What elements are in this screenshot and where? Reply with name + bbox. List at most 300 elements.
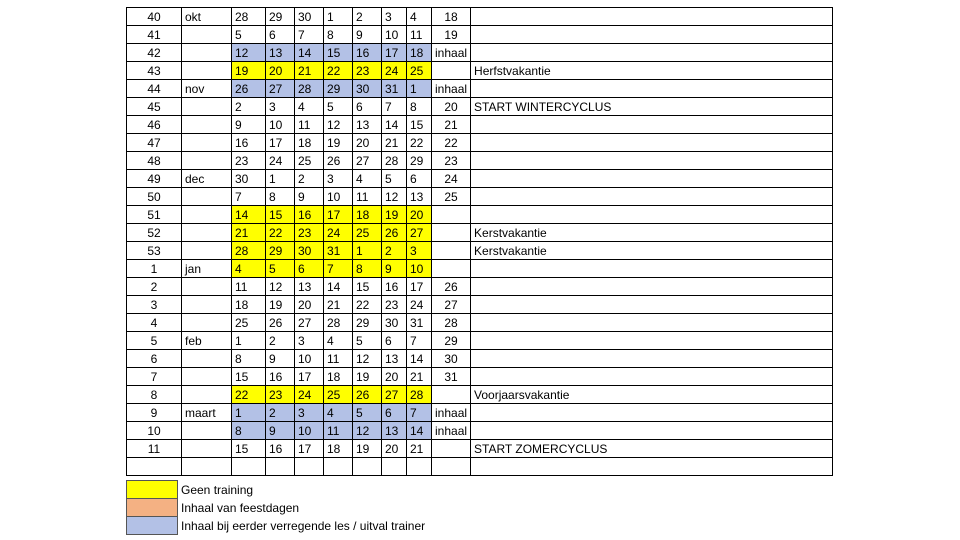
month-label	[182, 314, 232, 332]
week-row	[127, 314, 833, 332]
day-cell: 2	[266, 332, 295, 350]
week-number: 8	[127, 386, 182, 404]
legend-row	[127, 499, 429, 517]
legend-row	[127, 517, 429, 535]
day-cell	[232, 458, 266, 476]
day-cell: 20	[295, 296, 324, 314]
week-number: 1	[127, 260, 182, 278]
week-number: 48	[127, 152, 182, 170]
day-cell: 9	[295, 188, 324, 206]
day-cell: 28	[407, 386, 432, 404]
day-cell: 30	[232, 170, 266, 188]
day-cell: 6	[382, 404, 407, 422]
week-row	[127, 98, 833, 116]
day-cell: 23	[295, 224, 324, 242]
note-cell	[471, 350, 833, 368]
day-cell: 25	[324, 386, 353, 404]
day-cell: 21	[382, 134, 407, 152]
week-row	[127, 260, 833, 278]
day-cell: 17	[324, 206, 353, 224]
day-cell: 20	[407, 206, 432, 224]
day-cell: 26	[382, 224, 407, 242]
week-row	[127, 224, 833, 242]
lesson-number: 24	[432, 170, 471, 188]
day-cell: 20	[382, 440, 407, 458]
week-row	[127, 278, 833, 296]
season-calendar-table	[126, 7, 833, 476]
note-cell	[471, 458, 833, 476]
note-cell	[471, 296, 833, 314]
day-cell: 11	[232, 278, 266, 296]
day-cell: 1	[407, 80, 432, 98]
day-cell: 22	[232, 386, 266, 404]
day-cell: 11	[407, 26, 432, 44]
day-cell: 23	[382, 296, 407, 314]
day-cell: 6	[353, 98, 382, 116]
legend-swatch	[127, 481, 178, 499]
day-cell: 3	[382, 8, 407, 26]
week-row	[127, 440, 833, 458]
week-number: 10	[127, 422, 182, 440]
note-cell	[471, 188, 833, 206]
day-cell: 3	[266, 98, 295, 116]
day-cell: 25	[407, 62, 432, 80]
day-cell: 19	[266, 296, 295, 314]
day-cell: 29	[324, 80, 353, 98]
day-cell: 11	[324, 350, 353, 368]
day-cell: 3	[295, 404, 324, 422]
day-cell: 31	[382, 80, 407, 98]
week-row	[127, 368, 833, 386]
week-number: 47	[127, 134, 182, 152]
week-number: 3	[127, 296, 182, 314]
lesson-number: 29	[432, 332, 471, 350]
day-cell: 18	[295, 134, 324, 152]
day-cell: 10	[295, 422, 324, 440]
week-row	[127, 350, 833, 368]
day-cell: 12	[382, 188, 407, 206]
day-cell: 14	[407, 422, 432, 440]
week-number: 7	[127, 368, 182, 386]
lesson-number	[432, 386, 471, 404]
lesson-number: 23	[432, 152, 471, 170]
legend-body	[127, 481, 429, 535]
month-label: nov	[182, 80, 232, 98]
day-cell: 1	[232, 404, 266, 422]
month-label	[182, 440, 232, 458]
day-cell: 2	[295, 170, 324, 188]
day-cell: 22	[266, 224, 295, 242]
note-cell	[471, 44, 833, 62]
day-cell: 29	[353, 314, 382, 332]
day-cell: 4	[324, 332, 353, 350]
lesson-number: inhaal	[432, 422, 471, 440]
day-cell: 5	[353, 404, 382, 422]
day-cell: 19	[353, 368, 382, 386]
day-cell	[407, 458, 432, 476]
day-cell: 21	[232, 224, 266, 242]
legend-label: Inhaal bij eerder verregende les / uitval trainer	[181, 518, 426, 533]
day-cell: 6	[266, 26, 295, 44]
legend	[126, 480, 429, 535]
day-cell: 22	[407, 134, 432, 152]
day-cell: 28	[232, 242, 266, 260]
day-cell: 8	[232, 422, 266, 440]
note-cell	[471, 422, 833, 440]
day-cell: 31	[407, 314, 432, 332]
month-label	[182, 242, 232, 260]
month-label	[182, 134, 232, 152]
day-cell: 14	[407, 350, 432, 368]
lesson-number: 20	[432, 98, 471, 116]
note-cell	[471, 260, 833, 278]
day-cell: 19	[324, 134, 353, 152]
legend-swatch	[127, 499, 178, 517]
day-cell: 11	[295, 116, 324, 134]
day-cell: 28	[295, 80, 324, 98]
day-cell: 23	[266, 386, 295, 404]
month-label	[182, 278, 232, 296]
day-cell: 9	[232, 116, 266, 134]
day-cell: 6	[407, 170, 432, 188]
day-cell: 13	[407, 188, 432, 206]
day-cell: 4	[324, 404, 353, 422]
day-cell: 10	[295, 350, 324, 368]
day-cell: 14	[324, 278, 353, 296]
week-number: 11	[127, 440, 182, 458]
day-cell: 28	[324, 314, 353, 332]
day-cell: 20	[353, 134, 382, 152]
week-row	[127, 44, 833, 62]
note-cell	[471, 8, 833, 26]
day-cell: 26	[266, 314, 295, 332]
day-cell: 18	[324, 368, 353, 386]
day-cell	[324, 458, 353, 476]
week-number: 51	[127, 206, 182, 224]
week-row	[127, 332, 833, 350]
day-cell	[353, 458, 382, 476]
day-cell: 29	[266, 8, 295, 26]
note-cell: START ZOMERCYCLUS	[471, 440, 833, 458]
month-label	[182, 296, 232, 314]
week-number: 2	[127, 278, 182, 296]
day-cell: 11	[324, 422, 353, 440]
week-row	[127, 188, 833, 206]
week-number: 53	[127, 242, 182, 260]
lesson-number: 21	[432, 116, 471, 134]
week-row	[127, 296, 833, 314]
day-cell: 20	[266, 62, 295, 80]
week-row	[127, 26, 833, 44]
day-cell: 27	[407, 224, 432, 242]
day-cell: 1	[353, 242, 382, 260]
day-cell: 16	[295, 206, 324, 224]
note-cell	[471, 26, 833, 44]
day-cell: 9	[266, 422, 295, 440]
note-cell	[471, 368, 833, 386]
day-cell: 26	[353, 386, 382, 404]
month-label: jan	[182, 260, 232, 278]
day-cell: 4	[295, 98, 324, 116]
lesson-number: 26	[432, 278, 471, 296]
lesson-number: 30	[432, 350, 471, 368]
day-cell: 15	[232, 440, 266, 458]
legend-swatch	[127, 517, 178, 535]
day-cell: 21	[407, 440, 432, 458]
week-number: 42	[127, 44, 182, 62]
legend-label: Geen training	[181, 482, 254, 497]
day-cell: 10	[407, 260, 432, 278]
note-cell	[471, 152, 833, 170]
day-cell: 25	[295, 152, 324, 170]
lesson-number	[432, 62, 471, 80]
week-number: 45	[127, 98, 182, 116]
day-cell: 6	[295, 260, 324, 278]
day-cell: 13	[382, 422, 407, 440]
week-row	[127, 80, 833, 98]
day-cell: 21	[324, 296, 353, 314]
note-cell	[471, 404, 833, 422]
day-cell: 3	[295, 332, 324, 350]
day-cell: 18	[232, 296, 266, 314]
day-cell: 19	[232, 62, 266, 80]
day-cell: 28	[232, 8, 266, 26]
week-row	[127, 422, 833, 440]
day-cell: 13	[382, 350, 407, 368]
day-cell: 4	[232, 260, 266, 278]
day-cell: 1	[324, 8, 353, 26]
week-number: 9	[127, 404, 182, 422]
week-row	[127, 116, 833, 134]
day-cell: 5	[232, 26, 266, 44]
day-cell: 14	[382, 116, 407, 134]
day-cell: 5	[382, 170, 407, 188]
day-cell: 13	[353, 116, 382, 134]
day-cell: 18	[353, 206, 382, 224]
note-cell	[471, 206, 833, 224]
week-number: 44	[127, 80, 182, 98]
day-cell: 15	[266, 206, 295, 224]
day-cell: 9	[266, 350, 295, 368]
week-row	[127, 134, 833, 152]
day-cell: 14	[295, 44, 324, 62]
day-cell: 16	[266, 440, 295, 458]
week-number: 41	[127, 26, 182, 44]
day-cell: 10	[382, 26, 407, 44]
month-label	[182, 116, 232, 134]
day-cell: 29	[266, 242, 295, 260]
day-cell: 18	[407, 44, 432, 62]
day-cell: 15	[407, 116, 432, 134]
day-cell: 25	[232, 314, 266, 332]
day-cell: 21	[295, 62, 324, 80]
month-label	[182, 152, 232, 170]
month-label	[182, 350, 232, 368]
week-row	[127, 152, 833, 170]
note-cell	[471, 278, 833, 296]
day-cell: 23	[232, 152, 266, 170]
day-cell: 7	[382, 98, 407, 116]
month-label	[182, 224, 232, 242]
week-number: 46	[127, 116, 182, 134]
lesson-number: inhaal	[432, 80, 471, 98]
lesson-number: inhaal	[432, 44, 471, 62]
day-cell: 19	[353, 440, 382, 458]
day-cell	[382, 458, 407, 476]
day-cell: 22	[353, 296, 382, 314]
day-cell: 13	[295, 278, 324, 296]
day-cell: 11	[353, 188, 382, 206]
day-cell: 7	[324, 260, 353, 278]
day-cell: 27	[353, 152, 382, 170]
day-cell: 8	[266, 188, 295, 206]
day-cell: 1	[232, 332, 266, 350]
day-cell: 9	[382, 260, 407, 278]
note-cell: Herfstvakantie	[471, 62, 833, 80]
week-row	[127, 62, 833, 80]
day-cell: 17	[295, 368, 324, 386]
lesson-number: 19	[432, 26, 471, 44]
week-number: 4	[127, 314, 182, 332]
week-row	[127, 458, 833, 476]
day-cell: 24	[407, 296, 432, 314]
week-row	[127, 242, 833, 260]
month-label: dec	[182, 170, 232, 188]
day-cell: 24	[295, 386, 324, 404]
day-cell: 6	[382, 332, 407, 350]
day-cell: 17	[382, 44, 407, 62]
day-cell: 15	[324, 44, 353, 62]
day-cell: 26	[324, 152, 353, 170]
day-cell: 15	[353, 278, 382, 296]
day-cell: 8	[407, 98, 432, 116]
day-cell: 5	[266, 260, 295, 278]
day-cell: 2	[382, 242, 407, 260]
day-cell: 4	[353, 170, 382, 188]
day-cell: 15	[232, 368, 266, 386]
lesson-number: 25	[432, 188, 471, 206]
lesson-number	[432, 440, 471, 458]
lesson-number: 18	[432, 8, 471, 26]
week-row	[127, 386, 833, 404]
day-cell: 5	[353, 332, 382, 350]
lesson-number	[432, 260, 471, 278]
lesson-number	[432, 224, 471, 242]
day-cell	[266, 458, 295, 476]
month-label	[182, 98, 232, 116]
day-cell: 2	[353, 8, 382, 26]
day-cell: 7	[295, 26, 324, 44]
month-label	[182, 422, 232, 440]
month-label: maart	[182, 404, 232, 422]
lesson-number: 28	[432, 314, 471, 332]
week-row	[127, 170, 833, 188]
lesson-number	[432, 458, 471, 476]
day-cell: 26	[232, 80, 266, 98]
day-cell: 16	[266, 368, 295, 386]
week-number: 49	[127, 170, 182, 188]
day-cell: 24	[266, 152, 295, 170]
day-cell: 23	[353, 62, 382, 80]
day-cell: 31	[324, 242, 353, 260]
day-cell: 7	[232, 188, 266, 206]
day-cell: 20	[382, 368, 407, 386]
week-row	[127, 8, 833, 26]
note-cell	[471, 170, 833, 188]
day-cell: 16	[382, 278, 407, 296]
week-number: 40	[127, 8, 182, 26]
day-cell: 8	[324, 26, 353, 44]
lesson-number: 22	[432, 134, 471, 152]
day-cell: 29	[407, 152, 432, 170]
note-cell: Kerstvakantie	[471, 242, 833, 260]
month-label	[182, 26, 232, 44]
day-cell: 27	[382, 386, 407, 404]
day-cell: 5	[324, 98, 353, 116]
lesson-number: inhaal	[432, 404, 471, 422]
day-cell: 18	[324, 440, 353, 458]
month-label	[182, 386, 232, 404]
day-cell: 7	[407, 404, 432, 422]
week-number: 43	[127, 62, 182, 80]
day-cell: 30	[295, 8, 324, 26]
lesson-number: 27	[432, 296, 471, 314]
day-cell: 10	[266, 116, 295, 134]
legend-row	[127, 481, 429, 499]
day-cell: 3	[324, 170, 353, 188]
month-label	[182, 368, 232, 386]
week-row	[127, 206, 833, 224]
day-cell: 9	[353, 26, 382, 44]
note-cell	[471, 314, 833, 332]
day-cell: 3	[407, 242, 432, 260]
month-label: feb	[182, 332, 232, 350]
day-cell: 12	[324, 116, 353, 134]
day-cell: 16	[232, 134, 266, 152]
day-cell: 27	[266, 80, 295, 98]
day-cell: 4	[407, 8, 432, 26]
note-cell	[471, 134, 833, 152]
week-number: 50	[127, 188, 182, 206]
week-number: 52	[127, 224, 182, 242]
day-cell: 19	[382, 206, 407, 224]
note-cell	[471, 80, 833, 98]
day-cell: 8	[353, 260, 382, 278]
week-number	[127, 458, 182, 476]
day-cell: 10	[324, 188, 353, 206]
day-cell: 1	[266, 170, 295, 188]
day-cell: 24	[382, 62, 407, 80]
day-cell: 12	[353, 350, 382, 368]
week-row	[127, 404, 833, 422]
week-number: 6	[127, 350, 182, 368]
lesson-number	[432, 242, 471, 260]
note-cell	[471, 332, 833, 350]
day-cell	[295, 458, 324, 476]
month-label	[182, 458, 232, 476]
day-cell: 8	[232, 350, 266, 368]
day-cell: 7	[407, 332, 432, 350]
day-cell: 28	[382, 152, 407, 170]
month-label	[182, 206, 232, 224]
legend-label: Inhaal van feestdagen	[181, 500, 300, 515]
day-cell: 27	[295, 314, 324, 332]
day-cell: 13	[266, 44, 295, 62]
day-cell: 21	[407, 368, 432, 386]
note-cell: Voorjaarsvakantie	[471, 386, 833, 404]
day-cell: 25	[353, 224, 382, 242]
calendar-body	[127, 8, 833, 476]
